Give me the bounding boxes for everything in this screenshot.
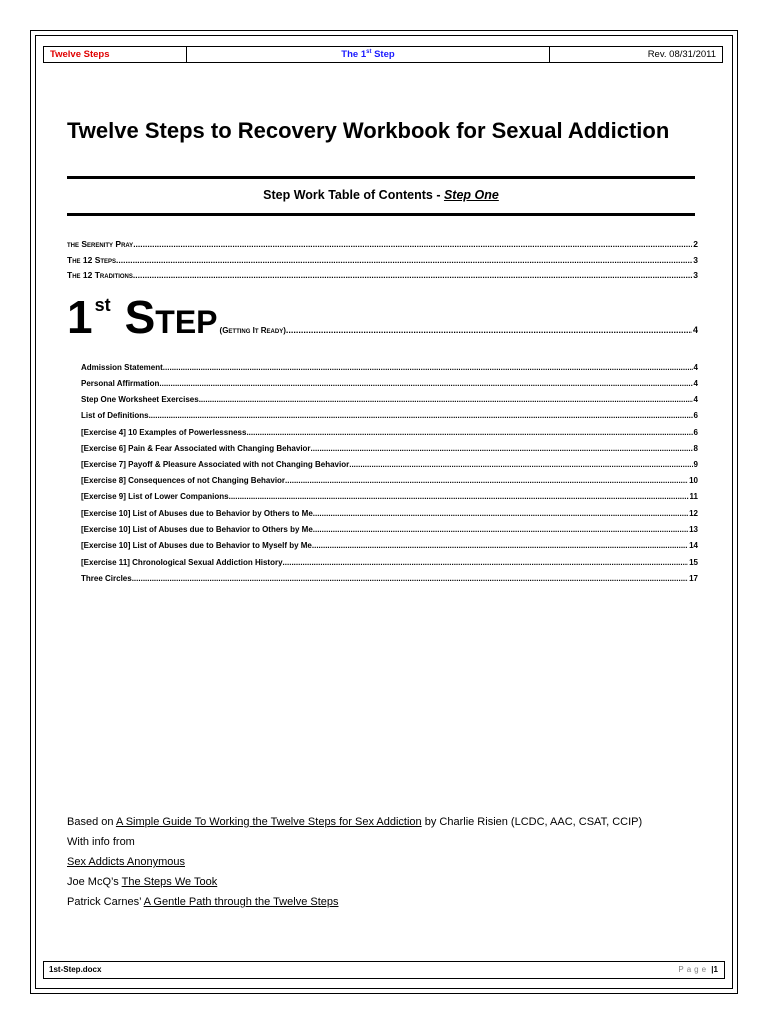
toc-leader [283, 558, 689, 567]
toc-entry-page: 3 [693, 270, 698, 280]
credits-gentle-path-link[interactable]: A Gentle Path through the Twelve Steps [143, 896, 339, 908]
toc-subentry-page: 4 [693, 363, 698, 372]
toc-subentry-page: 4 [693, 379, 698, 388]
credits-line-with-info: With info from [67, 836, 135, 848]
toc-subentry[interactable] [81, 541, 698, 553]
toc-leader [313, 525, 688, 534]
toc-subentry[interactable] [81, 428, 698, 440]
credits-based-on-prefix: Based on [67, 816, 116, 828]
toc-subentry[interactable] [81, 411, 698, 423]
toc-entry-12-steps[interactable] [67, 255, 698, 265]
toc-subentry[interactable] [81, 509, 698, 521]
footer-filename: 1st-Step.docx [49, 965, 102, 974]
header-center [187, 47, 550, 63]
step-number: 1 [67, 292, 93, 342]
toc-heading-emphasis: Step One [443, 188, 499, 202]
toc-leader [311, 444, 693, 453]
toc-leader [349, 460, 692, 469]
header-center-prefix: The 1 [341, 49, 367, 61]
toc-subentry-page: 6 [693, 411, 698, 420]
toc-entry-serenity-prayer[interactable] [67, 239, 698, 249]
credits-line-joe-mcq [67, 872, 642, 892]
toc-leader [312, 541, 688, 550]
credits-carnes-prefix: Patrick Carnes’ [67, 896, 144, 908]
toc-leader [229, 492, 689, 501]
footer-page-label: Page [678, 965, 710, 974]
toc-leader [159, 379, 692, 388]
toc-subentry-label: [Exercise 8] Consequences of not Changing Behavior [81, 476, 286, 485]
toc-subentry[interactable] [81, 379, 698, 391]
toc-subentry-page: 6 [693, 428, 698, 437]
toc-subentry-page: 12 [689, 509, 698, 518]
toc-leader [133, 270, 692, 280]
toc-subentry-label: List of Definitions [81, 411, 149, 420]
credits-line-saa [67, 852, 642, 872]
toc-subentry[interactable] [81, 574, 698, 586]
credits-line-based-on [67, 812, 642, 832]
toc-leader [133, 239, 692, 249]
credits-based-on-suffix: by Charlie Risien (LCDC, AAC, CSAT, CCIP) [421, 816, 643, 828]
step-word: Step [124, 292, 218, 342]
toc-leader [313, 509, 688, 518]
toc-subentry[interactable] [81, 476, 698, 488]
step-subtitle: (Getting It Ready) [219, 326, 286, 335]
toc-leader [132, 574, 688, 583]
toc-leader [285, 476, 688, 485]
footer-page-indicator [678, 965, 718, 974]
toc-subentry[interactable] [81, 363, 698, 375]
toc-subentry-label: [Exercise 4] 10 Examples of Powerlessness [81, 428, 247, 437]
toc-heading-prefix: Step Work Table of Contents - [263, 188, 444, 202]
page-header [43, 46, 723, 63]
toc-subentry-label: [Exercise 7] Payoff & Pleasure Associated with not Changing Behavior [81, 460, 350, 469]
toc-entry-page: 2 [693, 239, 698, 249]
toc-subentry-label: Three Circles [81, 574, 132, 583]
toc-subentry-label: Admission Statement [81, 363, 163, 372]
toc-entry-page: 4 [692, 325, 698, 335]
credits-simple-guide-link[interactable]: A Simple Guide To Working the Twelve Steps for Sex Addiction [115, 816, 422, 828]
step-number-sup: st [94, 295, 111, 315]
toc-subentry-label: [Exercise 10] List of Abuses due to Behavior by Others to Me [81, 509, 313, 518]
header-right: Rev. 08/31/2011 [550, 47, 723, 63]
toc-subentry-page: 11 [689, 492, 698, 501]
toc-subentry[interactable] [81, 460, 698, 472]
toc-subentry-label: Step One Worksheet Exercises [81, 395, 199, 404]
toc-subentry[interactable] [81, 492, 698, 504]
toc-leader [286, 325, 692, 335]
toc-leader [246, 428, 692, 437]
document-title: Twelve Steps to Recovery Workbook for Sexual Addiction [67, 118, 670, 143]
footer-separator: | [711, 965, 714, 974]
toc-heading [67, 188, 695, 202]
toc-entry-label: the Serenity Pray [67, 239, 134, 249]
credits-saa-link[interactable]: Sex Addicts Anonymous [67, 856, 186, 868]
toc-subentry-label: [Exercise 9] List of Lower Companions [81, 492, 229, 501]
toc-subentry[interactable] [81, 395, 698, 407]
toc-subentry-label: Personal Affirmation [81, 379, 160, 388]
toc-subentry-page: 13 [689, 525, 698, 534]
toc-entry-page: 3 [693, 255, 698, 265]
title-rule-top [67, 176, 695, 179]
toc-entry-12-traditions[interactable] [67, 270, 698, 280]
toc-entry-label: The 12 Steps [67, 255, 117, 265]
toc-subentry-label: [Exercise 6] Pain & Fear Associated with Changing Behavior [81, 444, 311, 453]
header-left: Twelve Steps [44, 47, 187, 63]
toc-entry-label: The 12 Traditions [67, 270, 133, 280]
toc-subentry-page: 15 [689, 558, 698, 567]
toc-leader [116, 255, 692, 265]
header-center-sup: st [366, 48, 372, 55]
credits-block [67, 812, 642, 912]
credits-joe-prefix: Joe McQ’s [67, 876, 122, 888]
toc-leader [199, 395, 693, 404]
toc-subentry-label: [Exercise 10] List of Abuses due to Behavior to Myself by Me [81, 541, 312, 550]
toc-subentry-label: [Exercise 10] List of Abuses due to Behavior to Others by Me [81, 525, 313, 534]
toc-subentry[interactable] [81, 525, 698, 537]
page-footer [43, 961, 725, 979]
toc-entry-first-step[interactable] [67, 292, 698, 342]
credits-steps-we-took-link[interactable]: The Steps We Took [121, 876, 218, 888]
toc-subentry-page: 10 [689, 476, 698, 485]
header-center-suffix: Step [371, 49, 395, 61]
toc-subentry[interactable] [81, 558, 698, 570]
toc-subentry-page: 4 [693, 395, 698, 404]
toc-leader [149, 411, 693, 420]
toc-subentry-page: 17 [689, 574, 698, 583]
title-rule-bottom [67, 213, 695, 216]
toc-subentry-page: 8 [693, 444, 698, 453]
toc-subentry-page: 9 [693, 460, 698, 469]
toc-leader [163, 363, 693, 372]
credits-line-carnes [67, 892, 642, 912]
toc-subentry-label: [Exercise 11] Chronological Sexual Addiction History [81, 558, 283, 567]
toc-subentry[interactable] [81, 444, 698, 456]
toc-subentry-page: 14 [689, 541, 698, 550]
footer-page-number: 1 [713, 965, 718, 974]
